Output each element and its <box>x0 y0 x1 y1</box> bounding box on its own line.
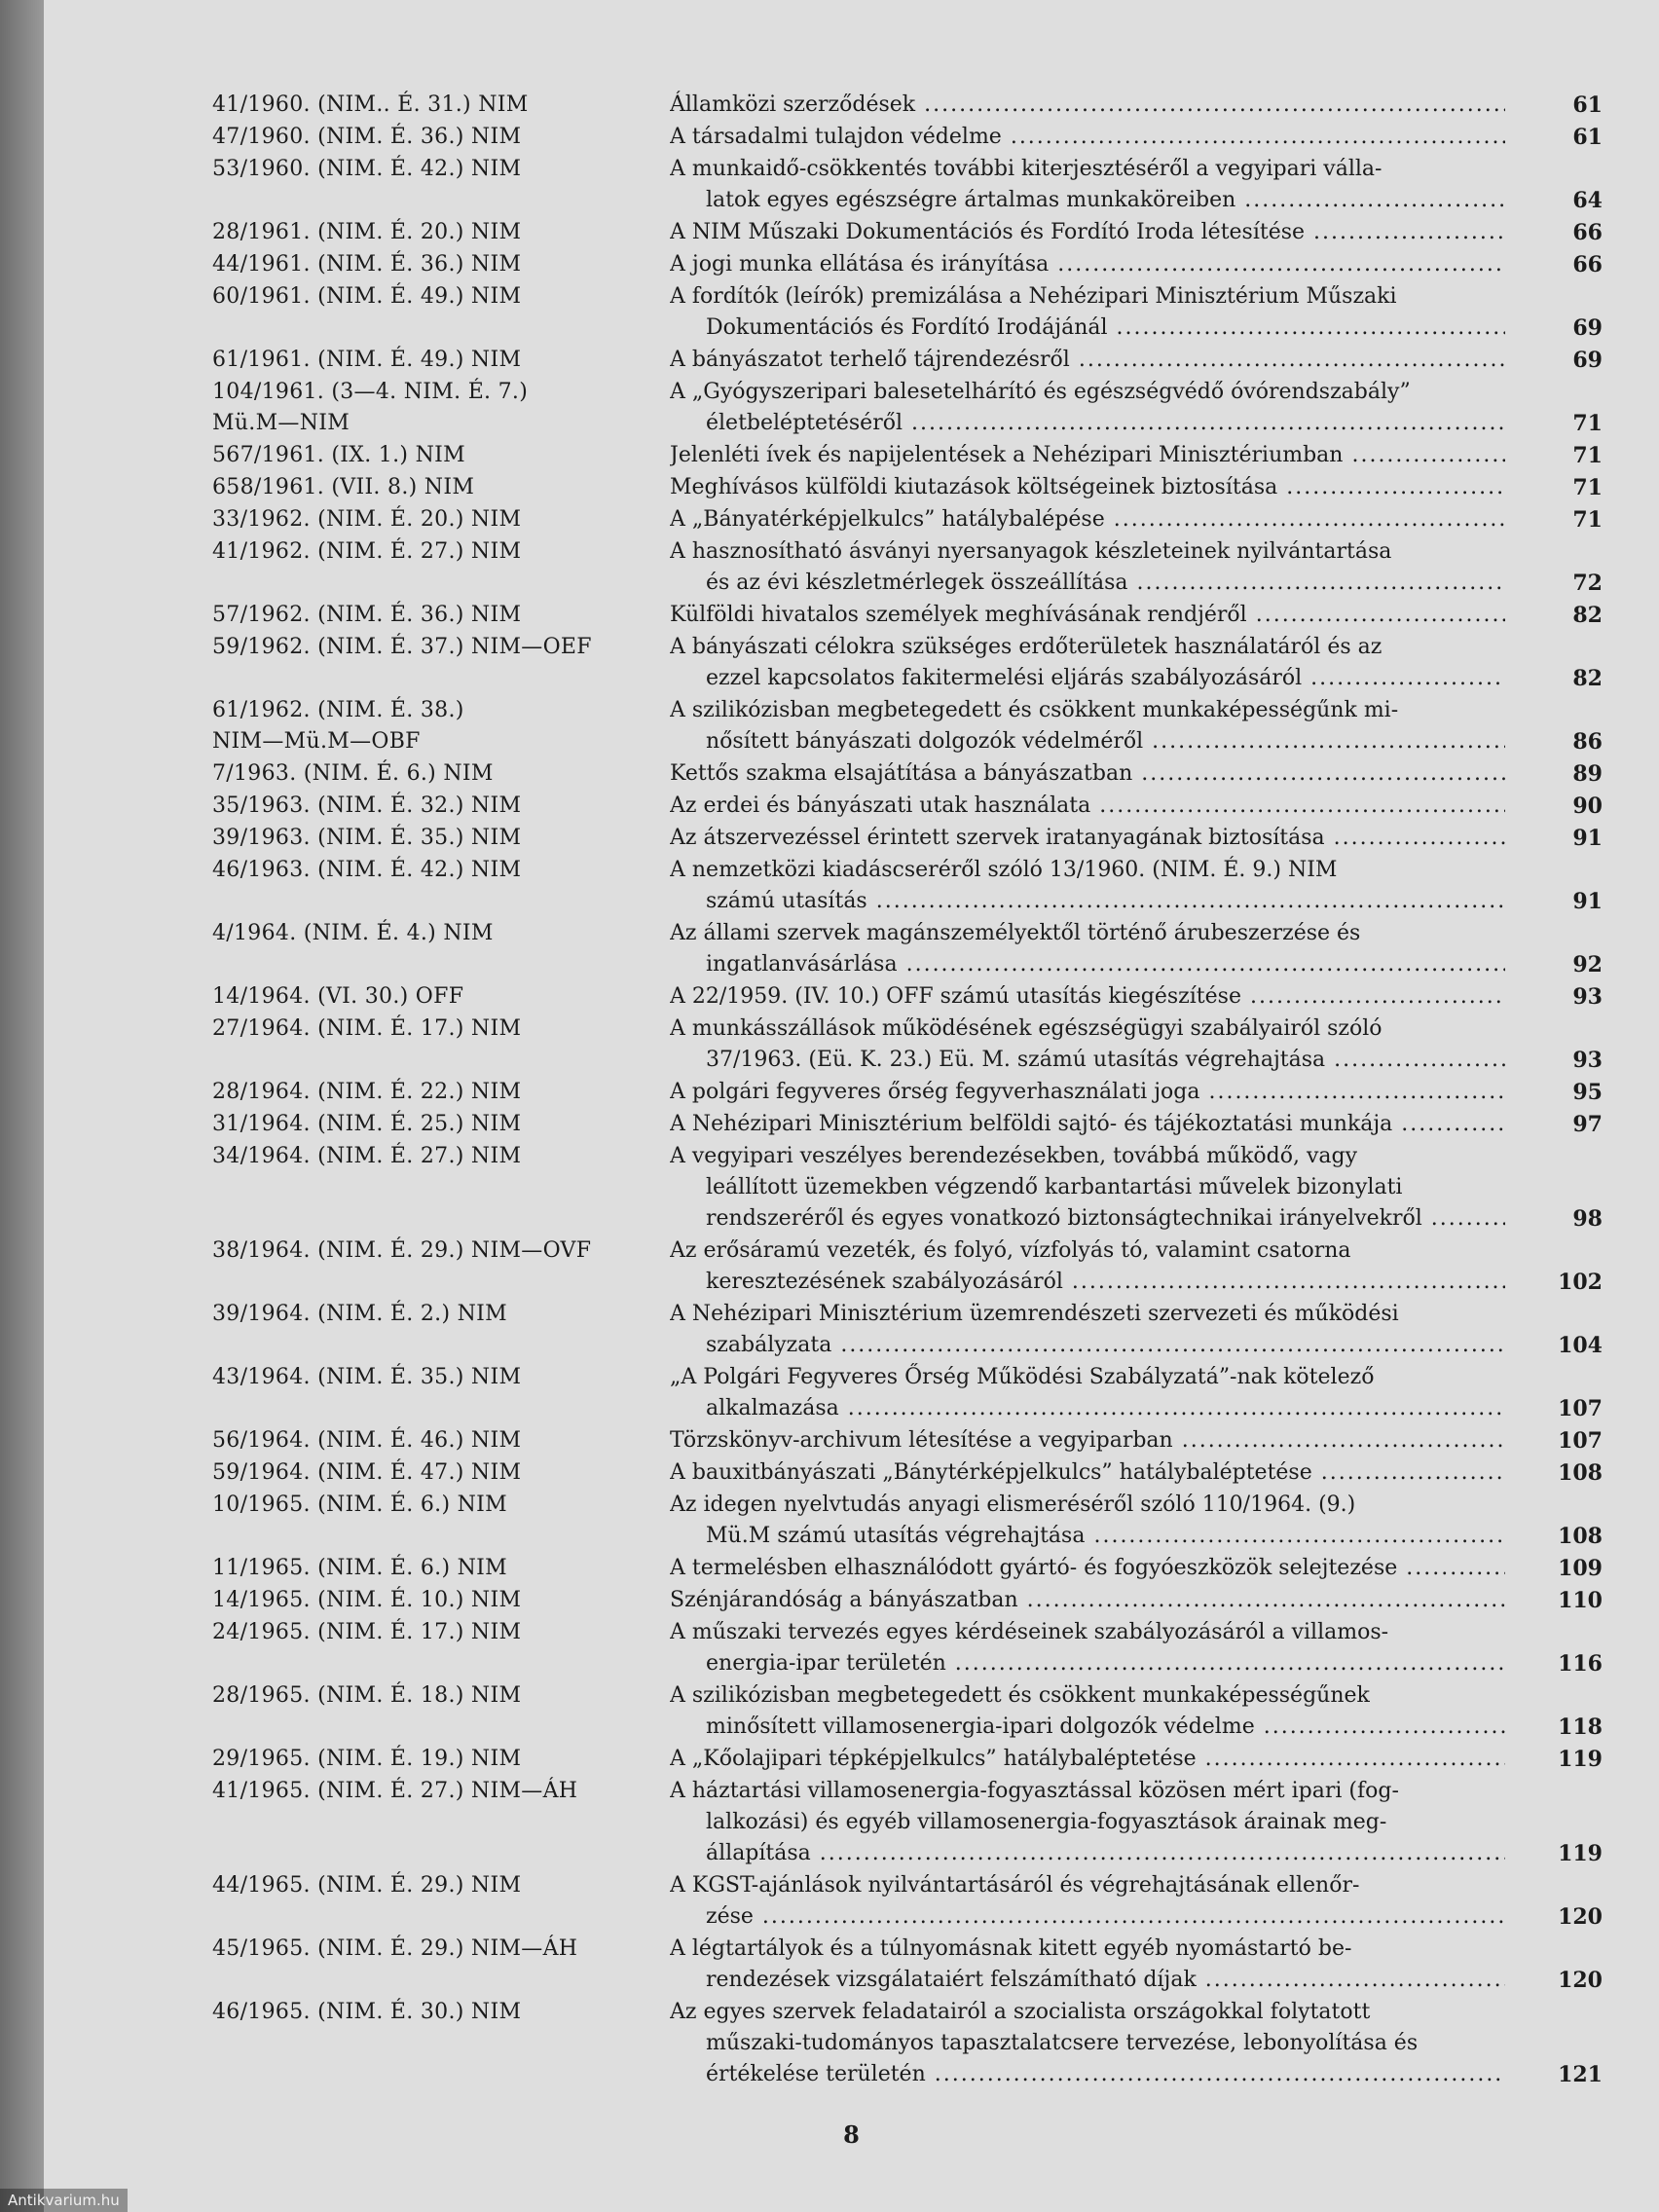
decree-title <box>670 1109 1505 1140</box>
title-line: Kettős szakma elsajátítása a bányászatban ..... <box>670 758 1505 790</box>
page-reference: 97 <box>1572 1112 1603 1137</box>
decree-reference: 34/1964. (NIM. É. 27.) NIM <box>212 1144 522 1168</box>
index-entry <box>44 1776 1659 1869</box>
page-reference: 95 <box>1572 1080 1603 1105</box>
index-entry <box>44 632 1659 694</box>
decree-reference: 33/1962. (NIM. É. 20.) NIM <box>212 507 522 532</box>
decree-title <box>670 122 1505 153</box>
decree-title <box>670 823 1505 854</box>
decree-reference: 31/1964. (NIM. É. 25.) NIM <box>212 1112 522 1136</box>
title-line: 37/1963. (Eü. K. 23.) Eü. M. számú utasítás végrehajtása ..... <box>670 1045 1505 1076</box>
title-line: „A Polgári Fegyveres Őrség Működési Szabályzatá”-nak kötelező <box>670 1365 1375 1389</box>
decree-reference: 35/1963. (NIM. É. 32.) NIM <box>212 793 522 818</box>
index-entry <box>44 1299 1659 1361</box>
decree-title <box>670 981 1505 1013</box>
index-entry <box>44 1457 1659 1489</box>
title-line: Az erdei és bányászati utak használata ..... <box>670 791 1505 822</box>
title-line: A munkaidő-csökkentés további kiterjesztéséről a vegyipari válla- <box>670 157 1382 181</box>
index-entry <box>44 504 1659 535</box>
decree-title <box>670 600 1505 631</box>
decree-title <box>670 504 1505 535</box>
page-reference: 119 <box>1558 1841 1603 1866</box>
index-entry <box>44 1617 1659 1679</box>
page-reference: 102 <box>1558 1270 1603 1295</box>
title-line: A „Bányatérképjelkulcs” hatálybalépése ..... <box>670 504 1505 535</box>
decree-title <box>670 1680 1505 1743</box>
decree-title <box>670 1997 1505 2090</box>
decree-reference: 38/1964. (NIM. É. 29.) NIM—OVF <box>212 1238 592 1263</box>
decree-title <box>670 918 1505 980</box>
index-entry <box>44 1553 1659 1584</box>
decree-title <box>670 249 1505 280</box>
decree-reference: 39/1964. (NIM. É. 2.) NIM <box>212 1302 507 1326</box>
document-page <box>44 0 1659 2212</box>
index-entry <box>44 1490 1659 1552</box>
title-line: ezzel kapcsolatos fakitermelési eljárás szabályozásáról ..... <box>670 663 1505 694</box>
index-entry <box>44 154 1659 216</box>
page-reference: 89 <box>1572 761 1603 787</box>
decree-reference: 29/1965. (NIM. É. 19.) NIM <box>212 1747 522 1771</box>
decree-title <box>670 1553 1505 1584</box>
decree-reference: 39/1963. (NIM. É. 35.) NIM <box>212 826 522 850</box>
page-reference: 121 <box>1558 2062 1603 2087</box>
title-line: rendszeréről és egyes vonatkozó biztonságtechnikai irányelvekről ..... <box>670 1203 1505 1235</box>
index-entry <box>44 600 1659 631</box>
index-entry <box>44 281 1659 344</box>
title-line: Államközi szerződések ..... <box>670 90 1505 121</box>
page-reference: 109 <box>1558 1556 1603 1581</box>
decree-reference: 57/1962. (NIM. É. 36.) NIM <box>212 603 522 627</box>
index-entry <box>44 918 1659 980</box>
page-reference: 66 <box>1572 252 1603 277</box>
index-entry <box>44 791 1659 822</box>
page-reference: 108 <box>1558 1460 1603 1486</box>
title-line: A légtartályok és a túlnyomásnak kitett egyéb nyomástartó be- <box>670 1936 1352 1961</box>
decree-reference: 10/1965. (NIM. É. 6.) NIM <box>212 1493 507 1517</box>
title-line: A jogi munka ellátása és irányítása ..... <box>670 249 1505 280</box>
decree-title <box>670 1585 1505 1616</box>
title-line: alkalmazása ..... <box>670 1393 1505 1424</box>
index-entry <box>44 1077 1659 1108</box>
index-entry <box>44 249 1659 280</box>
decree-title <box>670 154 1505 216</box>
index-entry <box>44 1680 1659 1743</box>
decree-title <box>670 1077 1505 1108</box>
index-entry <box>44 981 1659 1013</box>
page-reference: 86 <box>1572 729 1603 755</box>
title-line: A Nehézipari Minisztérium belföldi sajtó- és tájékoztatási munkája ..... <box>670 1109 1505 1140</box>
decree-reference: 7/1963. (NIM. É. 6.) NIM <box>212 761 494 786</box>
title-line: energia-ipar területén ..... <box>670 1648 1505 1679</box>
page-reference: 61 <box>1572 92 1603 118</box>
title-line: A szilikózisban megbetegedett és csökkent munkaképességűnk mi- <box>670 698 1399 722</box>
title-line: A polgári fegyveres őrség fegyverhasználati joga ..... <box>670 1077 1505 1108</box>
page-reference: 108 <box>1558 1524 1603 1549</box>
decree-reference: 11/1965. (NIM. É. 6.) NIM <box>212 1556 507 1580</box>
page-reference: 120 <box>1558 1968 1603 1993</box>
decree-reference: 59/1964. (NIM. É. 47.) NIM <box>212 1460 522 1485</box>
title-line: nősített bányászati dolgozók védelméről ..... <box>670 726 1505 757</box>
decree-title <box>670 536 1505 599</box>
decree-reference: 28/1964. (NIM. É. 22.) NIM <box>212 1080 522 1104</box>
index-entry <box>44 1934 1659 1996</box>
title-line: lalkozási) és egyéb villamosenergia-fogyasztások árainak meg- <box>706 1810 1387 1834</box>
page-reference: 119 <box>1558 1747 1603 1772</box>
title-line: ingatlanvásárlása ..... <box>670 949 1505 980</box>
title-line: A 22/1959. (IV. 10.) OFF számú utasítás kiegészítése ..... <box>670 981 1505 1013</box>
title-line: A KGST-ajánlások nyilvántartásáról és végrehajtásának ellenőr- <box>670 1873 1360 1898</box>
decree-title <box>670 1776 1505 1869</box>
title-line: Törzskönyv-archivum létesítése a vegyiparban ..... <box>670 1425 1505 1456</box>
decree-title <box>670 855 1505 917</box>
decree-reference: 567/1961. (IX. 1.) NIM <box>212 443 465 467</box>
book-gutter-shadow <box>0 0 44 2212</box>
index-entry <box>44 758 1659 790</box>
title-line: A vegyipari veszélyes berendezésekben, továbbá működő, vagy <box>670 1144 1358 1168</box>
decree-reference: 658/1961. (VII. 8.) NIM <box>212 475 475 499</box>
decree-title <box>670 1362 1505 1424</box>
decree-title <box>670 1457 1505 1489</box>
index-entry <box>44 345 1659 376</box>
index-entry <box>44 1235 1659 1298</box>
decree-title <box>670 791 1505 822</box>
decree-reference: 41/1962. (NIM. É. 27.) NIM <box>212 539 522 564</box>
decree-title <box>670 90 1505 121</box>
page-reference: 82 <box>1572 603 1603 628</box>
title-line: A NIM Műszaki Dokumentációs és Fordító Iroda létesítése ..... <box>670 217 1505 248</box>
decree-title <box>670 1870 1505 1933</box>
decree-title <box>670 1014 1505 1076</box>
title-line: A munkásszállások működésének egészségügyi szabályairól szóló <box>670 1016 1382 1041</box>
decree-reference: 61/1962. (NIM. É. 38.) NIM—Mü.M—OBF <box>212 698 464 754</box>
decree-reference: 104/1961. (3—4. NIM. É. 7.) Mü.M—NIM <box>212 380 529 435</box>
watermark: Antikvarium.hu <box>0 2189 128 2212</box>
index-entry <box>44 855 1659 917</box>
index-entry <box>44 1425 1659 1456</box>
title-line: A hasznosítható ásványi nyersanyagok készleteinek nyilvántartása <box>670 539 1392 564</box>
decree-title <box>670 632 1505 694</box>
page-reference: 71 <box>1572 443 1603 468</box>
decree-reference: 44/1965. (NIM. É. 29.) NIM <box>212 1873 522 1898</box>
title-line: A műszaki tervezés egyes kérdéseinek szabályozásáról a villamos- <box>670 1620 1389 1644</box>
decree-title <box>670 217 1505 248</box>
title-line: A fordítók (leírók) premizálása a Nehézipari Minisztérium Műszaki <box>670 284 1397 309</box>
index-entry <box>44 1141 1659 1235</box>
decree-title <box>670 1934 1505 1996</box>
page-reference: 107 <box>1558 1428 1603 1454</box>
title-line: Az átszervezéssel érintett szervek iratanyagának biztosítása ..... <box>670 823 1505 854</box>
title-line: Meghívásos külföldi kiutazások költségeinek biztosítása ..... <box>670 472 1505 503</box>
index-entry <box>44 1109 1659 1140</box>
title-line: rendezések vizsgálataiért felszámítható díjak ..... <box>670 1965 1505 1996</box>
decree-reference: 53/1960. (NIM. É. 42.) NIM <box>212 157 522 181</box>
index-entry <box>44 1870 1659 1933</box>
title-line: Az idegen nyelvtudás anyagi elismeréséről szóló 110/1964. (9.) <box>670 1493 1356 1517</box>
title-line: Az egyes szervek feladatairól a szocialista országokkal folytatott <box>670 2000 1371 2024</box>
title-line: A termelésben elhasználódott gyártó- és fogyóeszközök selejtezése ..... <box>670 1553 1505 1584</box>
title-line: szabályzata ..... <box>670 1330 1505 1361</box>
title-line: Külföldi hivatalos személyek meghívásának rendjéről ..... <box>670 600 1505 631</box>
page-reference: 64 <box>1572 188 1603 213</box>
page-reference: 104 <box>1558 1333 1603 1358</box>
page-reference: 71 <box>1572 475 1603 500</box>
title-line: A „Gyógyszeripari balesetelhárító és egészségvédő óvórendszabály” <box>670 380 1411 404</box>
page-reference: 93 <box>1572 984 1603 1010</box>
index-entry <box>44 823 1659 854</box>
decree-reference: 61/1961. (NIM. É. 49.) NIM <box>212 348 522 372</box>
title-line: keresztezésének szabályozásáról ..... <box>670 1267 1505 1298</box>
title-line: értékelése területén ..... <box>670 2059 1505 2090</box>
decree-title <box>670 281 1505 344</box>
decree-reference: 27/1964. (NIM. É. 17.) NIM <box>212 1016 522 1041</box>
title-line: A „Kőolajipari tépképjelkulcs” hatálybaléptetése ..... <box>670 1744 1505 1775</box>
title-line: zése ..... <box>670 1901 1505 1933</box>
decree-title <box>670 1299 1505 1361</box>
title-line: leállított üzemekben végzendő karbantartási művelek bizonylati <box>706 1175 1403 1199</box>
decree-title <box>670 1141 1505 1235</box>
decree-title <box>670 440 1505 471</box>
index-entry <box>44 122 1659 153</box>
page-number: 8 <box>843 2120 860 2149</box>
index-entry <box>44 1585 1659 1616</box>
title-line: számú utasítás ..... <box>670 886 1505 917</box>
decree-reference: 4/1964. (NIM. É. 4.) NIM <box>212 921 494 945</box>
page-reference: 69 <box>1572 348 1603 373</box>
index-entry <box>44 377 1659 439</box>
title-line: Az erősáramú vezeték, és folyó, vízfolyás tó, valamint csatorna <box>670 1238 1351 1263</box>
page-reference: 120 <box>1558 1904 1603 1930</box>
decree-reference: 60/1961. (NIM. É. 49.) NIM <box>212 284 522 309</box>
page-reference: 82 <box>1572 666 1603 691</box>
decree-title <box>670 1425 1505 1456</box>
decree-title <box>670 472 1505 503</box>
page-reference: 71 <box>1572 411 1603 436</box>
decree-reference: 46/1963. (NIM. É. 42.) NIM <box>212 858 522 882</box>
page-reference: 91 <box>1572 826 1603 851</box>
title-line: A nemzetközi kiadáscseréről szóló 13/1960. (NIM. É. 9.) NIM <box>670 858 1338 882</box>
index-entry <box>44 1997 1659 2090</box>
decree-reference: 24/1965. (NIM. É. 17.) NIM <box>212 1620 522 1644</box>
decree-reference: 41/1960. (NIM.. É. 31.) NIM <box>212 92 529 117</box>
decree-reference: 46/1965. (NIM. É. 30.) NIM <box>212 2000 522 2024</box>
decree-title <box>670 1744 1505 1775</box>
decree-reference: 45/1965. (NIM. É. 29.) NIM—ÁH <box>212 1936 578 1961</box>
decree-reference: 28/1961. (NIM. É. 20.) NIM <box>212 220 522 244</box>
decree-title <box>670 758 1505 790</box>
decree-title <box>670 1235 1505 1298</box>
decree-reference: 56/1964. (NIM. É. 46.) NIM <box>212 1428 522 1453</box>
decree-title <box>670 695 1505 757</box>
title-line: Szénjárandóság a bányászatban ..... <box>670 1585 1505 1616</box>
title-line: Dokumentációs és Fordító Irodájánál ..... <box>670 313 1505 344</box>
decree-reference: 59/1962. (NIM. É. 37.) NIM—OEF <box>212 635 592 659</box>
title-line: műszaki-tudományos tapasztalatcsere tervezése, lebonyolítása és <box>706 2031 1419 2055</box>
page-reference: 110 <box>1558 1588 1603 1613</box>
decree-title <box>670 1490 1505 1552</box>
page-reference: 69 <box>1572 315 1603 341</box>
title-line: A társadalmi tulajdon védelme ..... <box>670 122 1505 153</box>
index-entry <box>44 90 1659 121</box>
page-reference: 61 <box>1572 125 1603 150</box>
decree-reference: 47/1960. (NIM. É. 36.) NIM <box>212 125 522 149</box>
title-line: állapítása ..... <box>670 1838 1505 1869</box>
title-line: és az évi készletmérlegek összeállítása ..... <box>670 568 1505 599</box>
index-entry <box>44 1744 1659 1775</box>
title-line: Mü.M számú utasítás végrehajtása ..... <box>670 1521 1505 1552</box>
title-line: A szilikózisban megbetegedett és csökkent munkaképességűnek <box>670 1683 1370 1708</box>
title-line: A bauxitbányászati „Bánytérképjelkulcs” hatálybaléptetése ..... <box>670 1457 1505 1489</box>
index-table <box>44 90 1659 2091</box>
page-reference: 107 <box>1558 1396 1603 1421</box>
decree-reference: 41/1965. (NIM. É. 27.) NIM—ÁH <box>212 1779 578 1803</box>
index-entry <box>44 1362 1659 1424</box>
index-entry <box>44 472 1659 503</box>
title-line: latok egyes egészségre ártalmas munkaköreiben ..... <box>670 185 1505 216</box>
page-reference: 92 <box>1572 952 1603 977</box>
title-line: A bányászati célokra szükséges erdőterületek használatáról és az <box>670 635 1382 659</box>
page-reference: 91 <box>1572 889 1603 914</box>
page-reference: 118 <box>1558 1714 1603 1740</box>
title-line: A Nehézipari Minisztérium üzemrendészeti szervezeti és működési <box>670 1302 1399 1326</box>
title-line: életbeléptetéséről ..... <box>670 408 1505 439</box>
page-reference: 116 <box>1558 1651 1603 1677</box>
page-reference: 71 <box>1572 507 1603 533</box>
title-line: Az állami szervek magánszemélyektől történő árubeszerzése és <box>670 921 1361 945</box>
decree-reference: 28/1965. (NIM. É. 18.) NIM <box>212 1683 522 1708</box>
decree-reference: 44/1961. (NIM. É. 36.) NIM <box>212 252 522 276</box>
page-reference: 66 <box>1572 220 1603 245</box>
decree-title <box>670 377 1505 439</box>
index-entry <box>44 440 1659 471</box>
page-reference: 93 <box>1572 1048 1603 1073</box>
decree-title <box>670 345 1505 376</box>
decree-reference: 14/1965. (NIM. É. 10.) NIM <box>212 1588 522 1612</box>
index-entry <box>44 695 1659 757</box>
index-entry <box>44 536 1659 599</box>
index-entry <box>44 1014 1659 1076</box>
page-reference: 98 <box>1572 1206 1603 1232</box>
page-reference: 90 <box>1572 793 1603 819</box>
title-line: Jelenléti ívek és napijelentések a Nehézipari Minisztériumban ..... <box>670 440 1505 471</box>
decree-title <box>670 1617 1505 1679</box>
title-line: A háztartási villamosenergia-fogyasztással közösen mért ipari (fog- <box>670 1779 1399 1803</box>
decree-reference: 14/1964. (VI. 30.) OFF <box>212 984 464 1009</box>
index-entry <box>44 217 1659 248</box>
title-line: minősített villamosenergia-ipari dolgozók védelme ..... <box>670 1712 1505 1743</box>
page-reference: 72 <box>1572 571 1603 596</box>
decree-reference: 43/1964. (NIM. É. 35.) NIM <box>212 1365 522 1389</box>
title-line: A bányászatot terhelő tájrendezésről ..... <box>670 345 1505 376</box>
